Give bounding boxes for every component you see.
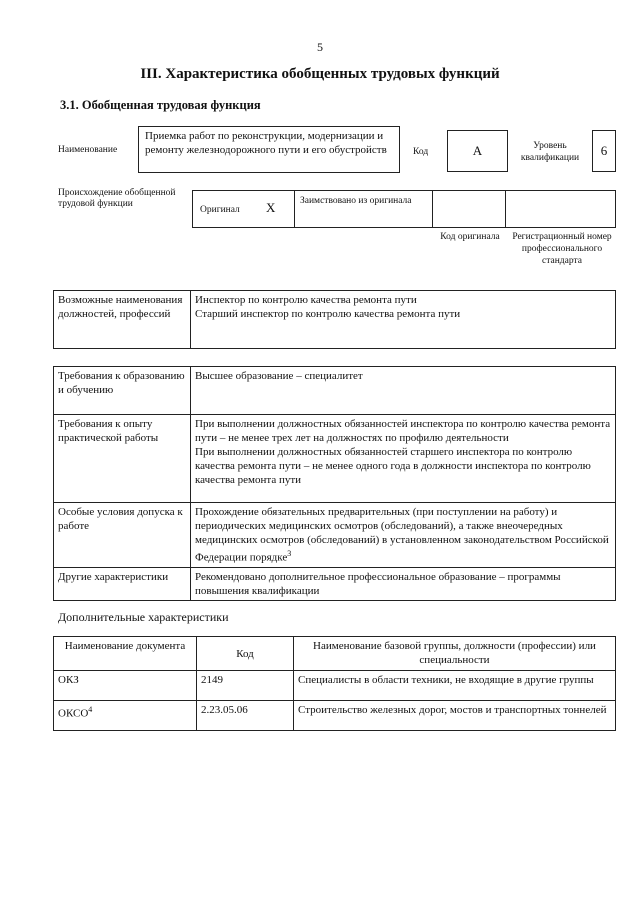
section-title: III. Характеристика обобщенных трудовых функций xyxy=(140,66,500,82)
cell-name: Специалисты в области техники, не входящие в другие группы xyxy=(294,671,616,701)
subsection-title: 3.1. Обобщенная трудовая функция xyxy=(60,98,261,112)
origin-divider-2 xyxy=(432,190,433,228)
table-row xyxy=(54,671,616,701)
code-label: Код xyxy=(413,147,429,157)
origin-divider-1 xyxy=(294,190,295,228)
req-other-label: Другие характеристики xyxy=(54,567,191,600)
positions-list xyxy=(191,291,616,349)
code-value: A xyxy=(447,130,508,172)
req-experience-label: Требования к опыту практической работы xyxy=(54,415,191,503)
cell-name: Строительство железных дорог, мостов и транспортных тоннелей xyxy=(294,701,616,731)
cell-code: 2149 xyxy=(197,671,294,701)
req-education-value: Высшее образование – специалитет xyxy=(191,367,616,415)
req-other-value: Рекомендовано дополнительное профессиональное образование – программы повышения квалификации xyxy=(191,567,616,600)
additional-title: Дополнительные характеристики xyxy=(58,610,229,624)
req-conditions-label: Особые условия допуска к работе xyxy=(54,503,191,568)
original-label: Оригинал xyxy=(200,205,240,215)
positions-table xyxy=(53,290,616,349)
req-experience-line: При выполнении должностных обязанностей инспектора по контролю качества ремонта пути – не менее трех лет на должностях по профилю деятельности xyxy=(195,418,611,444)
col-header-document: Наименование документа xyxy=(54,637,197,671)
col-header-name: Наименование базовой группы, должности (профессии) или специальности xyxy=(294,637,616,671)
position-item: Старший инспектор по контролю качества ремонта пути xyxy=(195,308,461,320)
name-value: Приемка работ по реконструкции, модернизации и ремонту железнодорожного пути и его обустройств xyxy=(138,126,400,173)
original-mark: X xyxy=(266,200,276,215)
positions-label: Возможные наименования должностей, профессий xyxy=(54,291,191,349)
req-conditions-value xyxy=(191,503,616,568)
col-header-code: Код xyxy=(197,637,294,671)
footnote-ref: 3 xyxy=(287,549,292,558)
borrowed-label: Заимствовано из оригинала xyxy=(300,196,412,206)
origin-label: Происхождение обобщенной трудовой функции xyxy=(58,188,176,209)
footnote-ref: 4 xyxy=(88,705,93,714)
req-education-label: Требования к образованию и обучению xyxy=(54,367,191,415)
reg-number-caption: Регистрационный номер профессионального стандарта xyxy=(512,232,612,266)
position-item: Инспектор по контролю качества ремонта пути xyxy=(195,294,417,306)
requirements-table xyxy=(53,366,616,601)
req-experience-value xyxy=(191,415,616,503)
page-number: 5 xyxy=(317,40,323,54)
level-value: 6 xyxy=(592,130,616,172)
cell-doc: ОКСО$^4$ xyxy=(54,701,197,731)
cell-code: 2.23.05.06 xyxy=(197,701,294,731)
name-label: Наименование xyxy=(58,145,118,155)
code-original-caption: Код оригинала xyxy=(440,232,500,242)
table-row xyxy=(54,701,616,731)
req-experience-line: При выполнении должностных обязанностей старшего инспектора по контролю качества ремонта пути – не менее одного года в должности инспектора по контролю качества ремонта пути xyxy=(195,446,591,486)
cell-doc: ОКЗ xyxy=(54,671,197,701)
additional-table xyxy=(53,636,616,731)
level-label: Уровень квалификации xyxy=(520,141,580,163)
req-conditions-text: Прохождение обязательных предварительных (при поступлении на работу) и периодических медицинских осмотров (обследований), а также внеочередных медицинских осмотров (обследований) в установленном законодательством Российской Федерации порядке xyxy=(195,506,609,564)
origin-divider-3 xyxy=(505,190,506,228)
